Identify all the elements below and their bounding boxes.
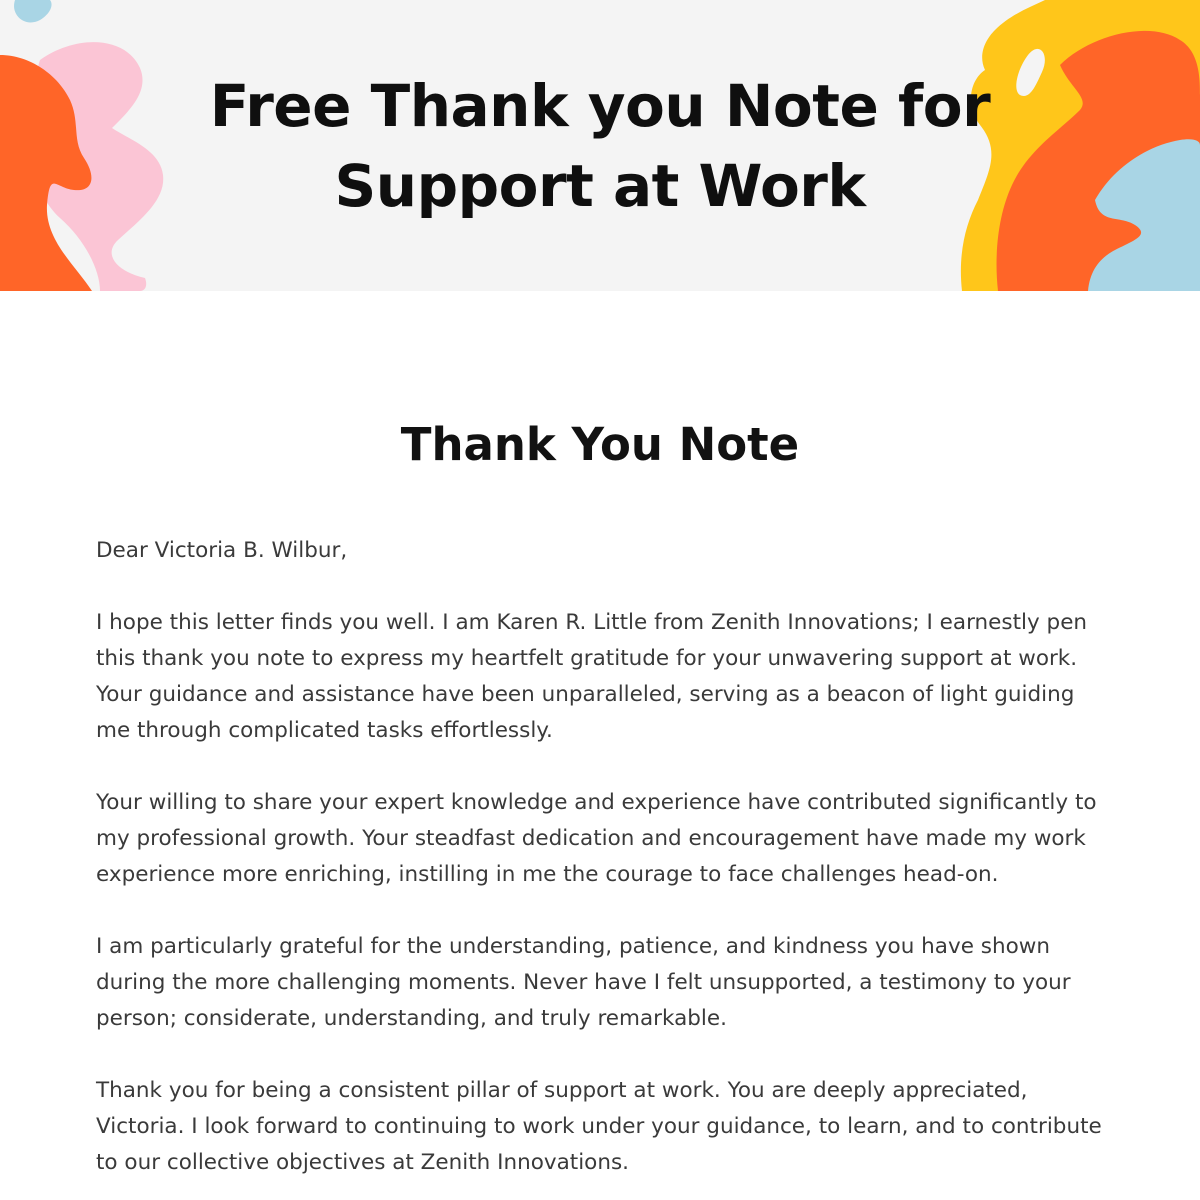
banner-title-line1: Free Thank you Note for — [209, 72, 991, 140]
salutation: Dear Victoria B. Wilbur, — [96, 538, 348, 563]
note-heading: Thank You Note — [400, 418, 800, 471]
letter-paragraph: Your willing to share your expert knowledge and experience have contributed significantly to my professional growth. Your steadfast dedication and encouragement have made my work experience more enriching, instilling in me the courage to face challenges head-on. — [96, 790, 1097, 887]
header-banner — [0, 0, 1200, 291]
letter-paragraph: I hope this letter finds you well. I am Karen R. Little from Zenith Innovations; I earnestly pen this thank you note to express my heartfelt gratitude for your unwavering support at work. Your guidance and assistance have been unparalleled, serving as a beacon of light guiding me through complicated tasks effortlessly. — [96, 610, 1088, 743]
banner-title — [150, 66, 1050, 226]
letter-body — [96, 533, 1106, 1200]
letter-paragraph: Thank you for being a consistent pillar of support at work. You are deeply appreciated, Victoria. I look forward to continuing to work under your guidance, to learn, and to contribute to our collective objectives at Zenith Innovations. — [96, 1078, 1102, 1175]
letter-paragraph: I am particularly grateful for the understanding, patience, and kindness you have shown during the more challenging moments. Never have I felt unsupported, a testimony to your person; considerate, understanding, and truly remarkable. — [96, 934, 1071, 1031]
banner-title-line2: Support at Work — [334, 152, 866, 220]
